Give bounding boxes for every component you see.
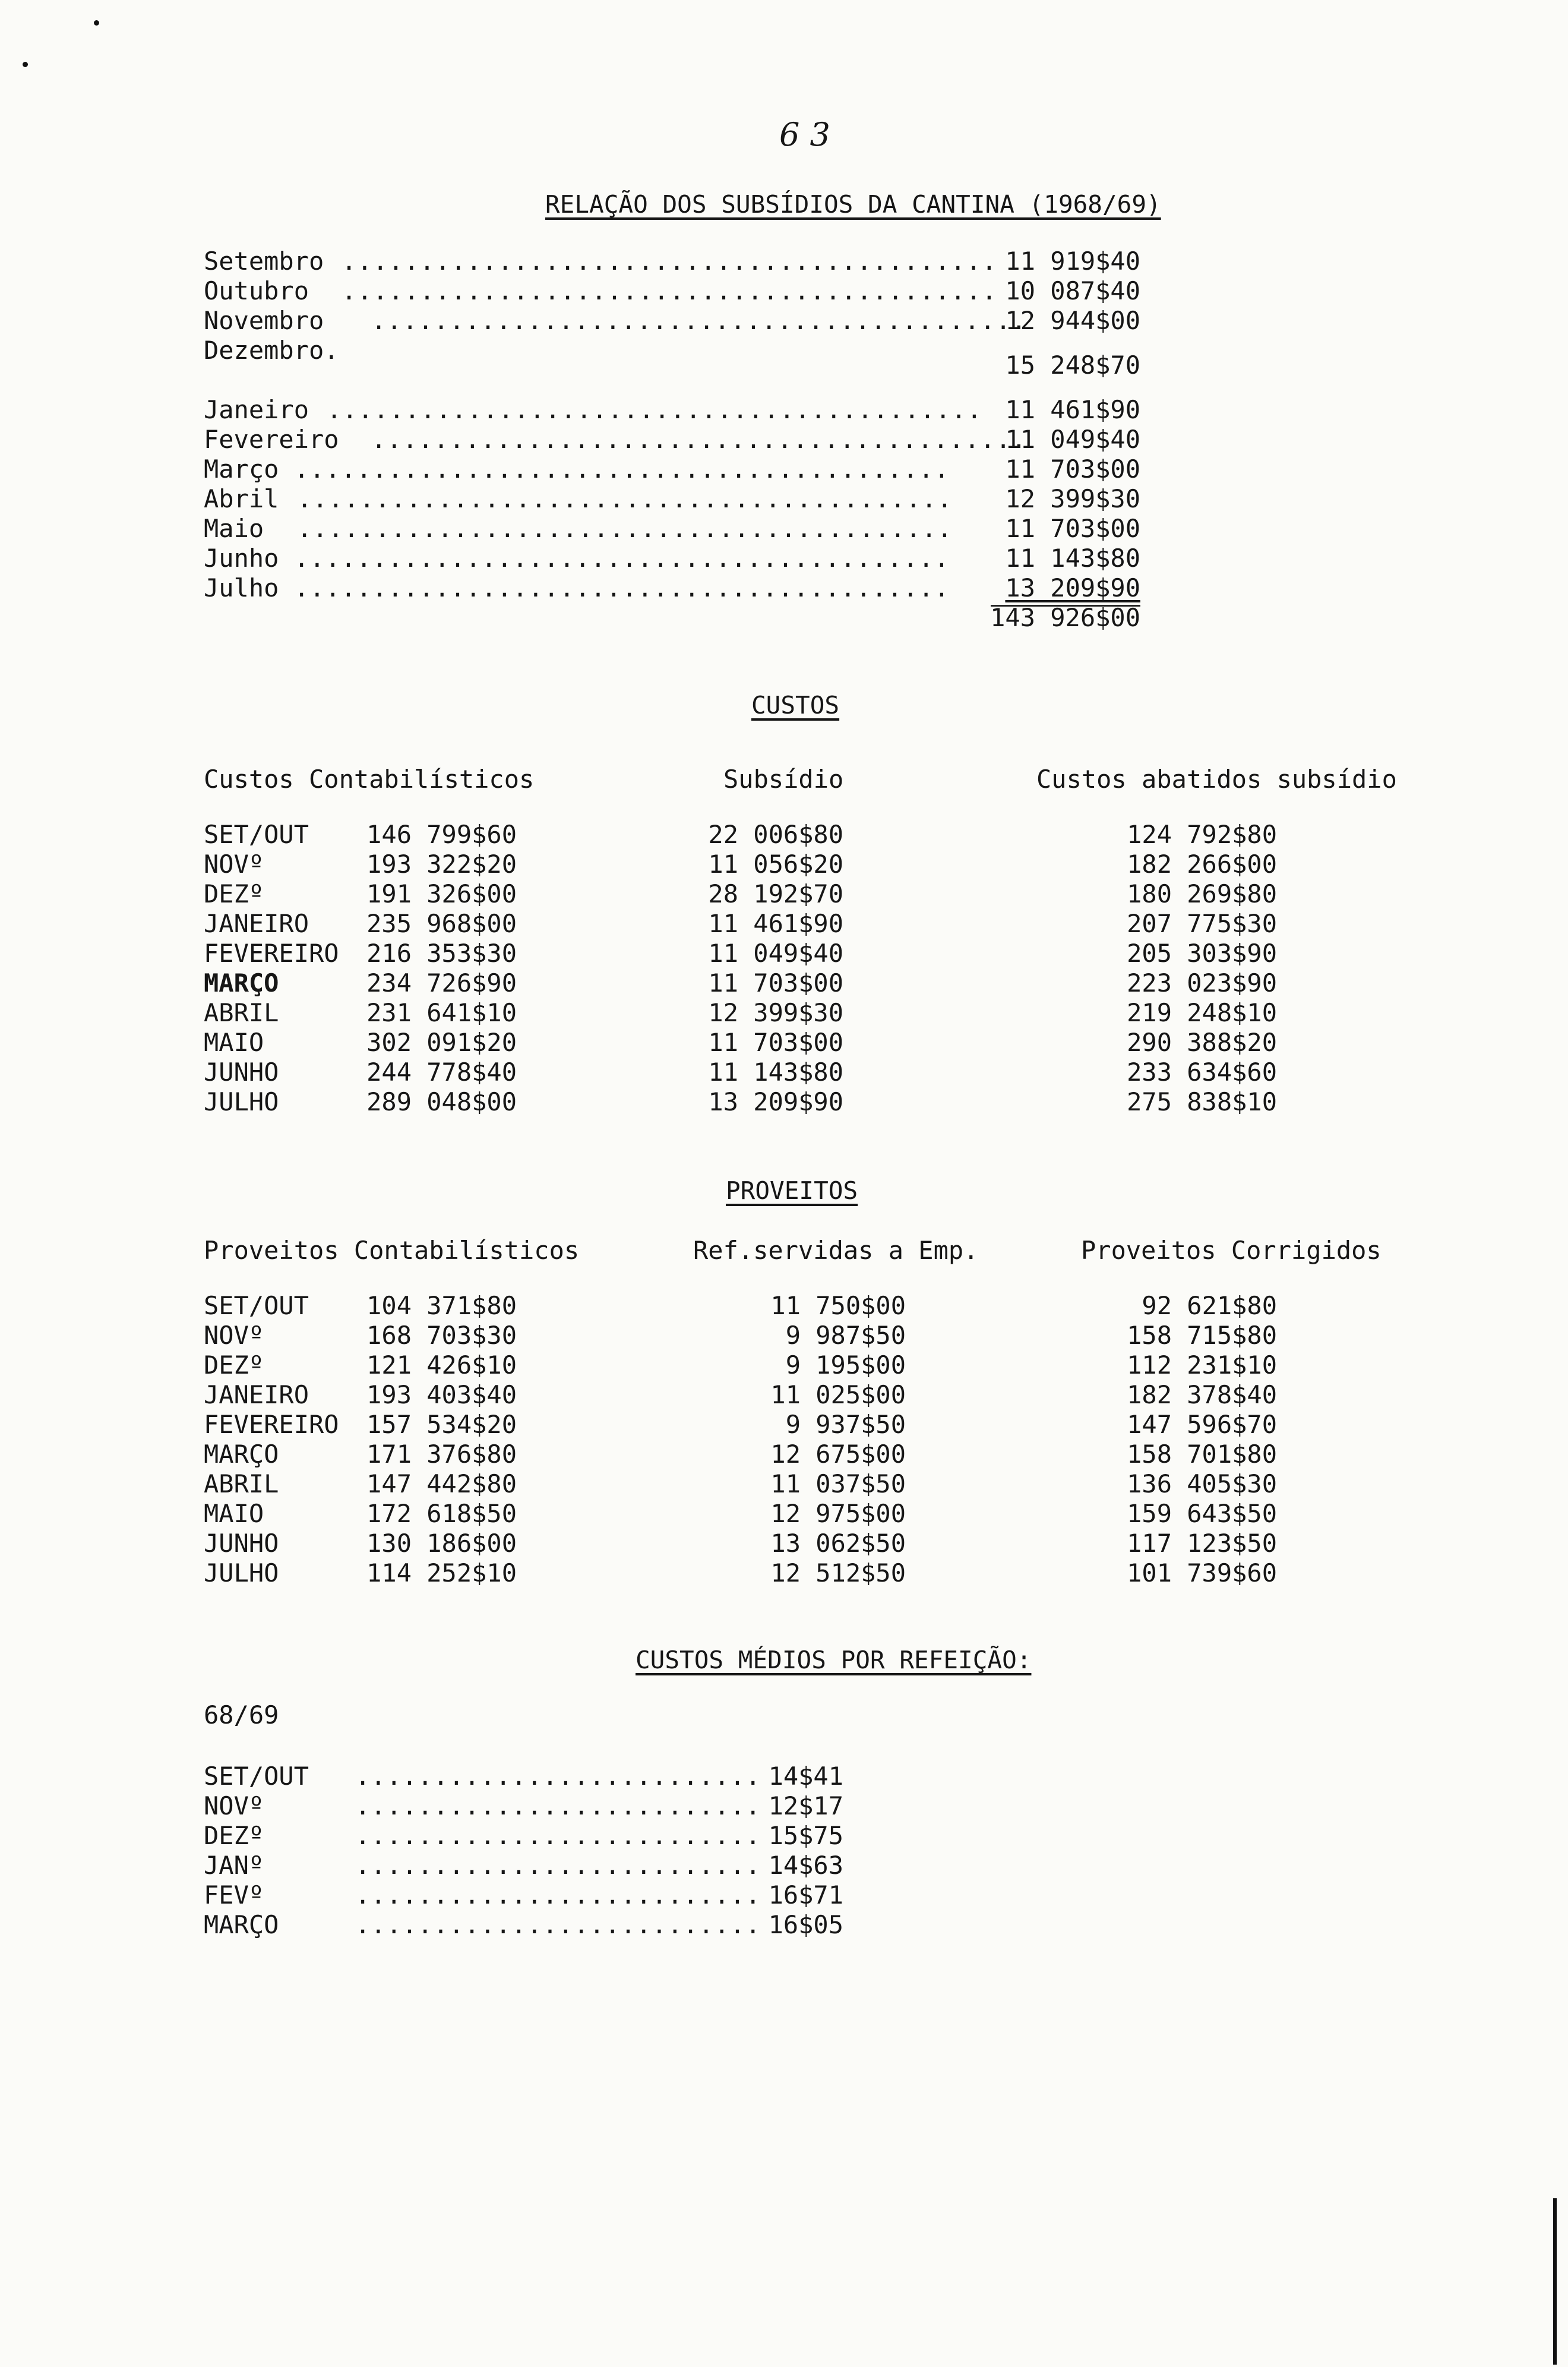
custo-medio-value: 14$63	[768, 1851, 843, 1880]
refeicoes-value: 11 750$00	[770, 1291, 906, 1320]
proveitos-corrigidos-value: 147 596$70	[1127, 1410, 1277, 1439]
custos-abatidos-value: 223 023$90	[1127, 968, 1277, 998]
custos-contab-value: 302 091$20	[366, 1028, 517, 1057]
proveitos-contab-value: 157 534$20	[366, 1410, 517, 1439]
month-label: Abril	[204, 484, 279, 513]
proveitos-contab-value: 121 426$10	[366, 1350, 517, 1380]
margin-mark	[94, 20, 99, 26]
custo-medio-value: 16$71	[768, 1880, 843, 1910]
period-label: MARÇO	[204, 968, 279, 998]
custos-contab-value: 235 968$00	[366, 909, 517, 938]
month-label: Janeiro	[204, 395, 309, 424]
custos-abatidos-value: 180 269$80	[1127, 879, 1277, 908]
custos-abatidos-value: 219 248$10	[1127, 998, 1277, 1027]
leader-dots: ..........................................	[327, 395, 983, 424]
margin-mark	[23, 62, 28, 67]
proveitos-contab-value: 104 371$80	[366, 1291, 517, 1320]
custos-abatidos-value: 275 838$10	[1127, 1087, 1277, 1116]
period-label: JANº	[204, 1851, 264, 1880]
list-item	[204, 514, 264, 544]
subsidy-value: 11 049$40	[1005, 425, 1140, 454]
month-label: Dezembro.	[204, 336, 339, 365]
custos-abatidos-value: 207 775$30	[1127, 909, 1277, 938]
proveitos-corrigidos-value: 101 739$60	[1127, 1558, 1277, 1588]
leader-dots: ..........................................	[342, 276, 998, 305]
period-label: SET/OUT	[204, 820, 309, 849]
subsidy-value: 11 919$40	[1005, 247, 1140, 276]
proveitos-contab-value: 130 186$00	[366, 1529, 517, 1558]
month-label: Fevereiro	[204, 425, 339, 454]
period-label: JANEIRO	[204, 909, 309, 938]
leader-dots: ..........................	[355, 1851, 761, 1880]
custos-contab-value: 193 322$20	[366, 850, 517, 879]
leader-dots: ..........................................	[371, 306, 1028, 335]
period-label: ABRIL	[204, 998, 279, 1027]
list-item	[204, 306, 324, 336]
proveitos-corrigidos-value: 92 621$80	[1142, 1291, 1277, 1320]
custos-contab-value: 191 326$00	[366, 879, 517, 908]
period-label: NOVº	[204, 1791, 264, 1820]
custos-contab-value: 289 048$00	[366, 1087, 517, 1116]
subsidio-value: 11 703$00	[708, 1028, 843, 1057]
subsidio-value: 11 056$20	[708, 850, 843, 879]
leader-dots: ..........................	[355, 1821, 761, 1850]
list-item	[204, 455, 279, 484]
proveitos-corrigidos-value: 117 123$50	[1127, 1529, 1277, 1558]
proveitos-contab-value: 171 376$80	[366, 1440, 517, 1469]
subsidio-value: 12 399$30	[708, 998, 843, 1027]
list-item	[204, 336, 339, 365]
leader-dots: ..........................	[355, 1880, 761, 1910]
refeicoes-value: 11 037$50	[770, 1469, 906, 1498]
list-item	[204, 425, 339, 455]
period-label: FEVEREIRO	[204, 1410, 339, 1439]
list-item	[204, 484, 279, 514]
period-label: SET/OUT	[204, 1291, 309, 1320]
subsidy-value: 11 461$90	[1005, 395, 1140, 424]
subsidy-value: 15 248$70	[1005, 351, 1140, 380]
leader-dots: ..........................	[355, 1910, 761, 1939]
proveitos-corrigidos-value: 159 643$50	[1127, 1499, 1277, 1528]
leader-dots: ..........................................	[342, 247, 998, 276]
proveitos-corrigidos-value: 136 405$30	[1127, 1469, 1277, 1498]
period-label: MARÇO	[204, 1440, 279, 1469]
refeicoes-value: 9 195$00	[785, 1350, 906, 1380]
custos-header-subsidio: Subsídio	[723, 765, 844, 794]
subsidy-value: 13 209$90	[1005, 573, 1140, 602]
proveitos-corrigidos-value: 158 715$80	[1127, 1321, 1277, 1350]
refeicoes-value: 12 675$00	[770, 1440, 906, 1469]
proveitos-contab-value: 193 403$40	[366, 1380, 517, 1409]
period-label: JUNHO	[204, 1058, 279, 1087]
period-label: JUNHO	[204, 1529, 279, 1558]
month-label: Julho	[204, 573, 279, 602]
custo-medio-value: 16$05	[768, 1910, 843, 1939]
custo-medio-value: 14$41	[768, 1762, 843, 1791]
month-label: Novembro	[204, 306, 324, 335]
page-number: 6 3	[779, 116, 830, 153]
custos-contab-value: 146 799$60	[366, 820, 517, 849]
subsidies-title: RELAÇÃO DOS SUBSÍDIOS DA CANTINA (1968/69)	[545, 190, 1161, 219]
subsidio-value: 11 461$90	[708, 909, 843, 938]
subsidio-value: 22 006$80	[708, 820, 843, 849]
month-label: Junho	[204, 544, 279, 573]
proveitos-contab-value: 168 703$30	[366, 1321, 517, 1350]
leader-dots: ..........................	[355, 1791, 761, 1820]
custos-abatidos-value: 124 792$80	[1127, 820, 1277, 849]
subsidy-value: 12 944$00	[1005, 306, 1140, 335]
subsidio-value: 28 192$70	[708, 879, 843, 908]
month-label: Outubro	[204, 276, 309, 305]
refeicoes-value: 12 512$50	[770, 1558, 906, 1588]
refeicoes-value: 9 987$50	[785, 1321, 906, 1350]
list-item	[204, 276, 309, 306]
leader-dots: ..........................................	[294, 573, 950, 602]
proveitos-header-refeicoes: Ref.servidas a Emp.	[693, 1236, 979, 1265]
custos-contab-value: 234 726$90	[366, 968, 517, 998]
list-item	[204, 395, 309, 425]
subsidio-value: 11 143$80	[708, 1058, 843, 1087]
period-label: JULHO	[204, 1558, 279, 1588]
period-label: NOVº	[204, 1321, 264, 1350]
period-label: DEZº	[204, 1350, 264, 1380]
proveitos-contab-value: 147 442$80	[366, 1469, 517, 1498]
subsidy-total: 143 926$00	[990, 603, 1140, 632]
subsidy-value: 11 143$80	[1005, 544, 1140, 573]
custo-medio-value: 15$75	[768, 1821, 843, 1850]
refeicoes-value: 12 975$00	[770, 1499, 906, 1528]
custos-contab-value: 244 778$40	[366, 1058, 517, 1087]
subsidy-value: 11 703$00	[1005, 455, 1140, 484]
subsidio-value: 11 703$00	[708, 968, 843, 998]
leader-dots: ..........................................	[371, 425, 1028, 454]
proveitos-contab-value: 172 618$50	[366, 1499, 517, 1528]
page-edge-mark	[1553, 2198, 1557, 2365]
period-label: SET/OUT	[204, 1762, 309, 1791]
leader-dots: ..........................................	[297, 514, 953, 543]
proveitos-title: PROVEITOS	[726, 1176, 858, 1205]
period-label: FEVº	[204, 1880, 264, 1910]
year-label: 68/69	[204, 1700, 279, 1730]
list-item	[204, 247, 324, 276]
period-label: DEZº	[204, 879, 264, 908]
month-label: Setembro	[204, 247, 324, 276]
leader-dots: ..........................	[355, 1762, 761, 1791]
period-label: JULHO	[204, 1087, 279, 1116]
subsidy-value: 12 399$30	[1005, 484, 1140, 513]
subsidio-value: 13 209$90	[708, 1087, 843, 1116]
proveitos-contab-value: 114 252$10	[366, 1558, 517, 1588]
period-label: JANEIRO	[204, 1380, 309, 1409]
leader-dots: ..........................................	[297, 484, 953, 513]
custos-contab-value: 216 353$30	[366, 939, 517, 968]
month-label: Março	[204, 455, 279, 484]
leader-dots: ..........................................	[294, 455, 950, 484]
custos-abatidos-value: 182 266$00	[1127, 850, 1277, 879]
proveitos-header-contab: Proveitos Contabilísticos	[204, 1236, 580, 1265]
refeicoes-value: 9 937$50	[785, 1410, 906, 1439]
custos-abatidos-value: 233 634$60	[1127, 1058, 1277, 1087]
subsidio-value: 11 049$40	[708, 939, 843, 968]
leader-dots: ..........................................	[294, 544, 950, 573]
period-label: DEZº	[204, 1821, 264, 1850]
period-label: MAIO	[204, 1499, 264, 1528]
period-label: ABRIL	[204, 1469, 279, 1498]
period-label: FEVEREIRO	[204, 939, 339, 968]
custos-title: CUSTOS	[751, 691, 840, 719]
custos-abatidos-value: 205 303$90	[1127, 939, 1277, 968]
subsidy-value: 10 087$40	[1005, 276, 1140, 305]
refeicoes-value: 11 025$00	[770, 1380, 906, 1409]
custo-medio-value: 12$17	[768, 1791, 843, 1820]
custos-medios-title: CUSTOS MÉDIOS POR REFEIÇÃO:	[636, 1646, 1032, 1674]
period-label: MAIO	[204, 1028, 264, 1057]
subsidy-value: 11 703$00	[1005, 514, 1140, 543]
proveitos-corrigidos-value: 158 701$80	[1127, 1440, 1277, 1469]
refeicoes-value: 13 062$50	[770, 1529, 906, 1558]
month-label: Maio	[204, 514, 264, 543]
proveitos-corrigidos-value: 182 378$40	[1127, 1380, 1277, 1409]
list-item	[204, 573, 279, 603]
proveitos-header-corrigidos: Proveitos Corrigidos	[1081, 1236, 1382, 1265]
proveitos-corrigidos-value: 112 231$10	[1127, 1350, 1277, 1380]
period-label: MARÇO	[204, 1910, 279, 1939]
list-item	[204, 544, 279, 573]
custos-header-contab: Custos Contabilísticos	[204, 765, 535, 794]
custos-contab-value: 231 641$10	[366, 998, 517, 1027]
period-label: NOVº	[204, 850, 264, 879]
custos-header-abatidos: Custos abatidos subsídio	[1036, 765, 1397, 794]
custos-abatidos-value: 290 388$20	[1127, 1028, 1277, 1057]
